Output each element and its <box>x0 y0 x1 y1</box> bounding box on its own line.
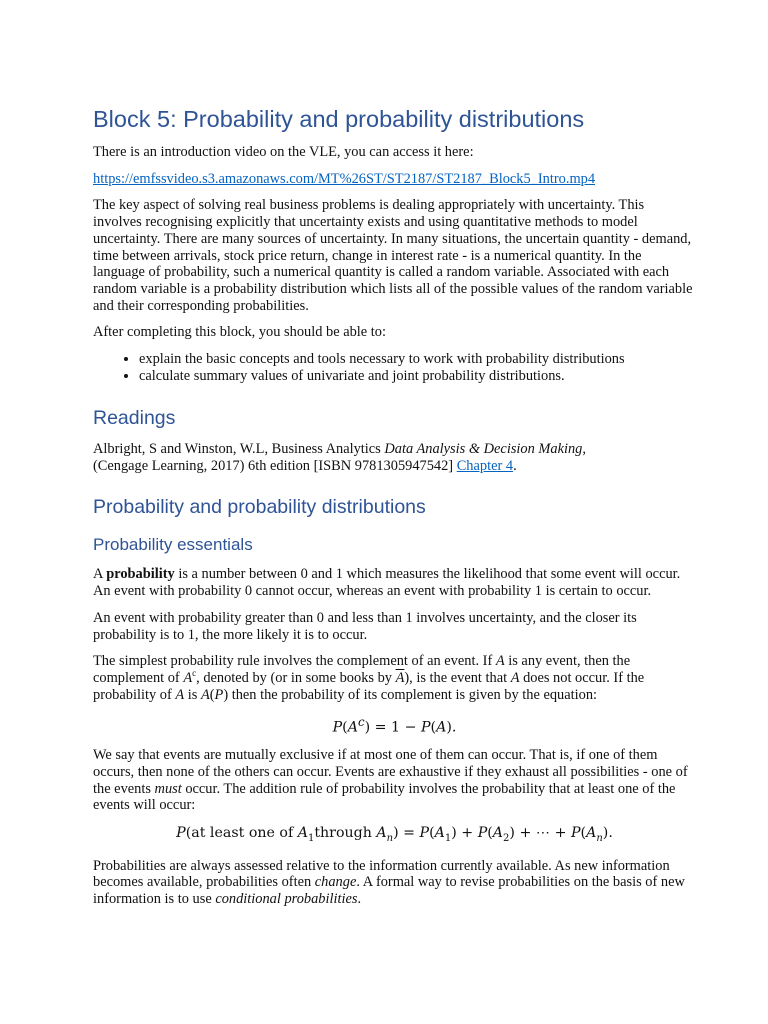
mutually-exclusive-paragraph <box>93 747 696 814</box>
text-run: . A formal way to revise probabilities on the basis of new information is to use <box>93 874 685 908</box>
var-a-bar: $\overline{A}$ <box>395 669 405 686</box>
text-run: is <box>184 686 201 703</box>
eq-p: P <box>570 824 581 841</box>
eq-text: through <box>314 824 377 841</box>
eq-p: P <box>332 720 343 737</box>
objective-item: • explain the basic concepts and tools necessary to work with probability distributions <box>139 351 696 368</box>
video-link[interactable]: https://emfssvideo.s3.amazonaws.com/MT%26ST/ST2187/ST2187_Block5_Intro.mp4 <box>93 170 596 187</box>
conditional-emphasis: conditional probabilities <box>215 891 358 908</box>
eq-paren: ( <box>430 720 437 737</box>
addition-rule-equation: P(at least one of $A_1through$ $A_n) = P(A_1) + P(A_2)$ + ⋯ + $P(A_n)$. <box>176 824 613 844</box>
text-run: . <box>357 891 362 908</box>
eq-sub: n <box>596 832 603 844</box>
text-run: occur. The addition rule of probability involves the probability that at least one of the events will occur: <box>93 780 676 814</box>
probability-term: probability <box>106 566 175 583</box>
eq-sub: n <box>386 832 394 844</box>
readings-details: (Cengage Learning, 2017) 6th edition [ISBN 9781305947542] <box>93 457 457 474</box>
eq-sub: 2 <box>503 832 510 844</box>
text-run: The simplest probability rule involves the complement of an event. If <box>93 653 496 670</box>
readings-book-title: Data Analysis & Decision Making <box>384 441 583 458</box>
key-aspect-paragraph: The key aspect of solving real business problems is dealing appropriately with uncertainty. This involves recognising explicitly that uncertainty exists and using quantitative methods to model uncertainty. There are many sources of uncertainty. In many situations, the uncertain quantity - demand, time between arrivals, stock price return, change in interest rate - is a numerical quantity. In the language of probability, such a numerical quantity is called a random variable. Associated with each random variable is a probability distribution which lists all of the possible values of the random variable and their corresponding probabilities. <box>93 197 693 314</box>
text-run: does not occur. If the probability of <box>93 669 645 703</box>
uncertainty-paragraph: An event with probability greater than 0 and less than 1 involves uncertainty, and the closer its probability is to 1, the more likely it is to occur. <box>93 609 637 643</box>
eq-paren: ). <box>446 720 457 737</box>
conditional-paragraph <box>93 858 696 908</box>
eq-sup-c <box>358 715 365 729</box>
eq-rest: ) = 1 − <box>364 720 421 737</box>
change-emphasis: change <box>314 874 357 891</box>
eq-a: A <box>347 720 358 737</box>
eq-p: P <box>176 824 186 841</box>
var-a: A <box>200 686 210 703</box>
text-run: is a number between 0 and 1 which measures the likelihood that some event will occur. An event with probability 0 cannot occur, whereas an event with probability 1 is certain to occur. <box>93 566 681 600</box>
superscript-c: c <box>192 668 197 679</box>
eq-a: A <box>492 824 504 841</box>
eq-paren: ( <box>342 720 348 737</box>
readings-paragraph <box>93 441 696 474</box>
eq-sub: 1 <box>444 832 452 844</box>
eq-sub: 1 <box>307 832 315 844</box>
eq-p: P <box>419 824 430 841</box>
eq-p: P <box>420 720 431 737</box>
var-a: A <box>175 686 185 703</box>
must-emphasis: must <box>154 780 182 797</box>
readings-authors: Albright, S and Winston, W.L, Business Analytics <box>93 441 385 458</box>
text-run: ), is the event that <box>404 669 511 686</box>
eq-sup-text: c <box>357 715 365 730</box>
var-a: A <box>510 669 520 686</box>
text-run: A <box>93 566 107 583</box>
eq-a: A <box>436 720 447 737</box>
text-run: , denoted by (or in some books by <box>196 669 396 686</box>
text-run: We say that events are mutually exclusive if at most one of them can occur. That is, if one of them occurs, then none of the others can occur. Events are exhaustive if they exhaust all possibilities - one of the events <box>93 747 688 797</box>
objectives-list <box>93 351 696 385</box>
after-completing-text: After completing this block, you should be able to: <box>93 324 386 341</box>
complement-paragraph: The simplest probability rule involves the complement of an event. If A is any event, then the complement of $A^c$, denoted by (or in some books by $\overline{A}$), is the event that A does not occur. If the probability of A is A(P) then the probability of its complement is given by the equation: <box>93 653 645 703</box>
eq-text: at least one of <box>191 824 298 841</box>
text-run: is any event, then the complement of <box>93 653 631 686</box>
eq-paren: ( <box>185 824 192 841</box>
readings-comma: , <box>582 441 586 458</box>
text-run: then the probability of its complement is given by the equation: <box>228 686 598 703</box>
var-a: A <box>495 653 505 670</box>
var-a: A <box>183 669 193 686</box>
section-heading: Probability and probability distributions <box>93 496 426 519</box>
objective-item: • calculate summary values of univariate and joint probability distributions. <box>139 368 696 385</box>
eq-a: A <box>586 824 597 841</box>
eq-equals: ) = <box>393 824 420 841</box>
eq-a: A <box>434 824 445 841</box>
text-run: Probabilities are always assessed relative to the information currently available. As new information becomes available, probabilities often <box>93 857 670 891</box>
eq-dots: + ⋯ + <box>514 824 571 841</box>
eq-a: A <box>376 824 387 841</box>
readings-heading: Readings <box>93 407 176 430</box>
intro-text: There is an introduction video on the VLE, you can access it here: <box>93 144 474 160</box>
page-title: Block 5: Probability and probability distributions <box>93 106 585 132</box>
video-link-paragraph <box>93 171 696 188</box>
probability-definition-paragraph <box>93 566 696 599</box>
var-p: P <box>214 686 224 703</box>
eq-p: P <box>477 824 488 841</box>
readings-end: . <box>513 457 517 474</box>
subsection-heading: Probability essentials <box>93 535 253 555</box>
eq-a: A <box>297 824 308 841</box>
chapter-link[interactable]: Chapter 4 <box>456 457 514 474</box>
complement-equation <box>93 713 696 737</box>
